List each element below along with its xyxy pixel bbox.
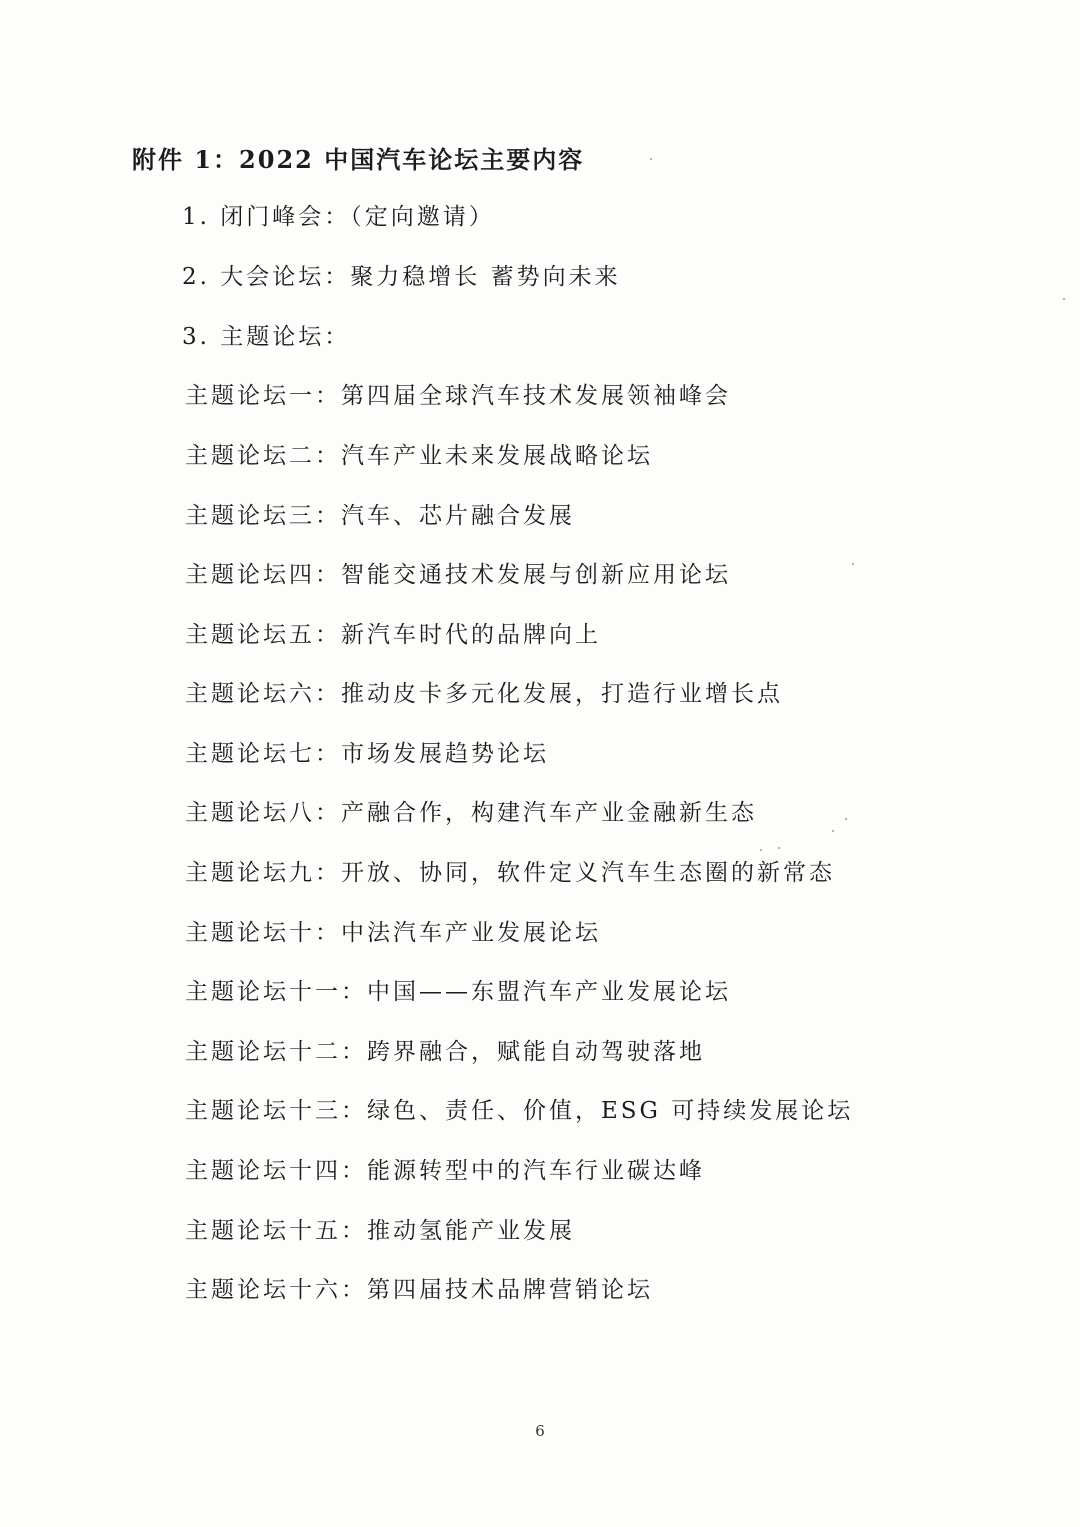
- theme-forum-12: 主题论坛十二：跨界融合，赋能自动驾驶落地: [185, 1039, 705, 1065]
- scan-speck: [845, 818, 847, 820]
- theme-forum-5: 主题论坛五：新汽车时代的品牌向上: [185, 622, 601, 648]
- scan-speck: [778, 847, 780, 849]
- scan-speck: [760, 849, 762, 851]
- theme-forum-14: 主题论坛十四：能源转型中的汽车行业碳达峰: [185, 1158, 705, 1184]
- theme-forum-11: 主题论坛十一：中国——东盟汽车产业发展论坛: [185, 979, 731, 1005]
- document-title: 附件 1：2022 中国汽车论坛主要内容: [132, 145, 585, 174]
- theme-forum-6: 主题论坛六：推动皮卡多元化发展，打造行业增长点: [185, 681, 783, 707]
- theme-forum-2: 主题论坛二：汽车产业未来发展战略论坛: [185, 443, 653, 469]
- item-main-forum: 2. 大会论坛：聚力稳增长 蓄势向未来: [182, 264, 621, 290]
- theme-forum-16: 主题论坛十六：第四届技术品牌营销论坛: [185, 1277, 653, 1303]
- item-theme-forums: 3. 主题论坛：: [182, 324, 351, 350]
- theme-forum-13: 主题论坛十三：绿色、责任、价值，ESG 可持续发展论坛: [185, 1098, 854, 1124]
- theme-forum-3: 主题论坛三：汽车、芯片融合发展: [185, 503, 575, 529]
- theme-forum-10: 主题论坛十：中法汽车产业发展论坛: [185, 920, 601, 946]
- theme-forum-15: 主题论坛十五：推动氢能产业发展: [185, 1218, 575, 1244]
- scan-speck: [832, 830, 834, 832]
- page-number: 6: [535, 1422, 545, 1440]
- scan-speck: [1063, 298, 1065, 300]
- scan-speck: [852, 563, 854, 565]
- theme-forum-7: 主题论坛七：市场发展趋势论坛: [185, 741, 549, 767]
- item-closed-summit: 1. 闭门峰会：（定向邀请）: [182, 204, 495, 230]
- theme-forum-9: 主题论坛九：开放、协同，软件定义汽车生态圈的新常态: [185, 860, 835, 886]
- theme-forum-1: 主题论坛一：第四届全球汽车技术发展领袖峰会: [185, 383, 731, 409]
- scan-speck: [650, 158, 652, 160]
- theme-forum-4: 主题论坛四：智能交通技术发展与创新应用论坛: [185, 562, 731, 588]
- theme-forum-8: 主题论坛八：产融合作，构建汽车产业金融新生态: [185, 800, 757, 826]
